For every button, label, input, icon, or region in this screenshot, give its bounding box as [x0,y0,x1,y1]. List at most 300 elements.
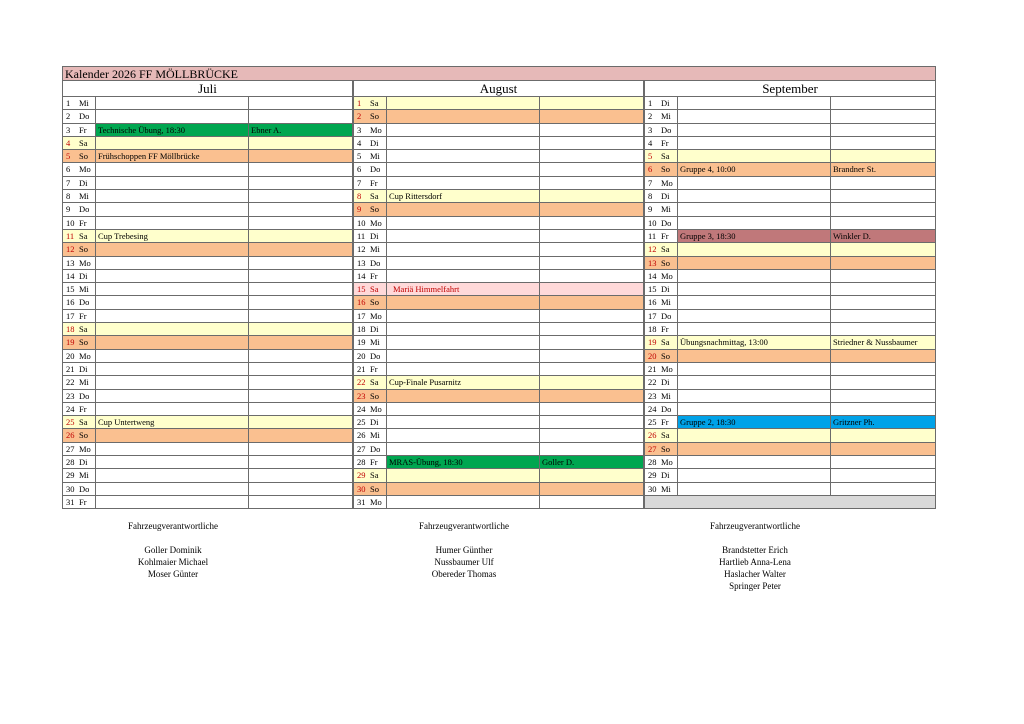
event-cell [387,336,540,348]
day-number: 9 [648,204,653,215]
event-cell [387,124,540,136]
weekday: Sa [78,230,96,242]
responsible-cell [831,469,935,481]
weekday: Do [78,110,96,122]
event-cell [387,230,540,242]
day-number: 4 [648,137,653,148]
weekday: Mi [660,390,678,402]
day-row [62,376,353,389]
day-number: 2 [354,110,369,122]
day-number: 17 [648,310,657,321]
weekday: So [78,429,96,441]
day-number: 24 [648,403,657,414]
event-cell [387,257,540,269]
event-cell [387,416,540,428]
responsible-cell [249,137,352,149]
weekday: Do [660,310,678,322]
event-cell [678,323,831,335]
weekday: Sa [78,137,96,149]
event-cell [96,110,249,122]
day-number: 6 [357,164,362,175]
weekday: Sa [660,150,678,162]
event-cell [678,483,831,495]
weekday: Fr [78,403,96,415]
day-number: 25 [357,417,366,428]
day-row [644,283,936,296]
day-number: 3 [648,124,653,135]
weekday: Mi [78,469,96,481]
weekday: Do [660,217,678,229]
day-number: 19 [645,336,660,348]
responsible-cell [831,323,935,335]
weekday: Do [78,483,96,495]
day-row [644,416,936,429]
day-number: 8 [648,191,653,202]
responsible-cell [249,177,352,189]
day-row [62,443,353,456]
responsible-cell [831,483,935,495]
event-cell [678,270,831,282]
day-row [62,150,353,163]
responsible-cell [540,137,643,149]
responsible-cell [540,376,643,388]
event-cell [96,163,249,175]
responsible-cell: Ebner A. [249,124,352,136]
day-row [353,150,644,163]
day-row [62,243,353,256]
responsible-cell [831,283,935,295]
day-number: 19 [357,337,366,348]
day-number: 9 [66,204,71,215]
weekday: Mi [369,429,387,441]
day-row [353,243,644,256]
responsible-cell [249,323,352,335]
weekday: Mo [369,310,387,322]
weekday: Mi [660,203,678,215]
responsible-cell [831,429,935,441]
weekday: Di [78,177,96,189]
day-number: 9 [354,203,369,215]
responsible-cell: Gritzner Ph. [831,416,935,428]
event-cell [678,429,831,441]
weekday: Sa [78,416,96,428]
responsible-cell [540,177,643,189]
day-row [353,190,644,203]
day-row [644,390,936,403]
day-row [353,443,644,456]
weekday: Di [78,270,96,282]
day-row [644,230,936,243]
day-number: 11 [357,230,366,241]
event-cell [96,283,249,295]
responsible-cell [249,296,352,308]
responsible-cell [249,163,352,175]
responsible-cell [249,150,352,162]
event-cell: Technische Übung, 18:30 [96,124,249,136]
day-number: 29 [354,469,369,481]
day-number: 7 [648,177,653,188]
day-row [644,137,936,150]
day-number: 16 [66,297,75,308]
day-row [62,483,353,496]
responsible-cell [540,150,643,162]
responsible-cell [540,163,643,175]
day-row [353,230,644,243]
weekday: Sa [369,376,387,388]
event-cell [96,483,249,495]
day-row [353,350,644,363]
event-cell: MRAS-Übung, 18:30 [387,456,540,468]
event-cell [387,296,540,308]
day-row [353,416,644,429]
responsible-cell [540,403,643,415]
event-cell [96,217,249,229]
weekday: Di [369,416,387,428]
event-cell [678,243,831,255]
weekday: Sa [369,469,387,481]
day-row [62,177,353,190]
weekday: Do [78,203,96,215]
responsible-cell [831,97,935,109]
responsible-cell [249,456,352,468]
month-juli [62,81,353,509]
day-row [62,456,353,469]
weekday: Mi [369,336,387,348]
event-cell [678,110,831,122]
day-row [353,363,644,376]
day-row [644,203,936,216]
event-cell [96,203,249,215]
day-row [353,97,644,110]
weekday: So [369,483,387,495]
event-cell [96,456,249,468]
weekday: So [369,390,387,402]
day-number: 24 [357,403,366,414]
day-number: 7 [357,177,362,188]
responsible-cell [540,429,643,441]
month-header: September [644,81,936,97]
day-row [62,97,353,110]
responsible-cell [249,350,352,362]
day-number: 18 [357,324,366,335]
responsible-cell [540,110,643,122]
day-number: 14 [66,270,75,281]
event-cell [96,429,249,441]
day-row [644,97,936,110]
event-cell [678,456,831,468]
weekday: Mo [660,363,678,375]
event-cell [96,257,249,269]
responsible-cell [831,376,935,388]
weekday: Di [78,363,96,375]
event-cell [387,310,540,322]
day-number: 22 [354,376,369,388]
responsible-cell [540,97,643,109]
responsible-cell [249,363,352,375]
day-row [353,456,644,469]
event-cell [387,429,540,441]
weekday: Do [369,350,387,362]
day-number: 26 [357,430,366,441]
responsible-cell [540,323,643,335]
responsible-cell [540,124,643,136]
day-row [62,190,353,203]
weekday: Mo [369,403,387,415]
responsible-cell [831,190,935,202]
responsible-cell [540,496,643,508]
day-number: 21 [66,363,75,374]
weekday: Mo [369,496,387,508]
day-number: 15 [66,284,75,295]
responsible-cell [831,203,935,215]
responsible-cell [831,177,935,189]
day-number: 18 [648,324,657,335]
day-number: 4 [63,137,78,149]
responsible-cell [540,336,643,348]
weekday: Fr [660,230,678,242]
weekday: Fr [369,456,387,468]
weekday: Mo [78,443,96,455]
responsible-name: Hartlieb Anna-Lena [719,557,791,567]
day-row [644,177,936,190]
weekday: Mo [369,217,387,229]
event-cell [678,363,831,375]
responsible-cell [249,283,352,295]
responsible-cell [831,403,935,415]
day-row [62,429,353,442]
event-cell [387,243,540,255]
day-number: 6 [645,163,660,175]
weekday: Di [660,283,678,295]
day-number: 13 [357,257,366,268]
responsible-cell [831,350,935,362]
day-row [62,496,353,509]
weekday: Do [369,257,387,269]
event-cell: Gruppe 3, 18:30 [678,230,831,242]
weekday: So [660,443,678,455]
day-number: 10 [648,217,657,228]
responsible-cell [831,257,935,269]
day-number: 10 [66,217,75,228]
weekday: Mo [660,456,678,468]
day-number: 24 [66,403,75,414]
responsible-cell [540,203,643,215]
responsible-cell [540,283,643,295]
day-number: 31 [357,496,366,507]
weekday: Sa [660,429,678,441]
responsible-cell [249,97,352,109]
weekday: Fr [369,270,387,282]
day-row [62,124,353,137]
event-cell [387,150,540,162]
day-number: 29 [66,470,75,481]
day-number: 15 [354,283,369,295]
event-cell [387,443,540,455]
event-cell [96,310,249,322]
responsible-name: Humer Günther [435,545,493,555]
responsible-cell [540,270,643,282]
weekday: Mo [660,270,678,282]
responsible-cell: Winkler D. [831,230,935,242]
event-cell [678,150,831,162]
event-cell [96,363,249,375]
event-cell: Cup Trebesing [96,230,249,242]
day-row [62,350,353,363]
day-number: 3 [66,124,71,135]
day-row [62,296,353,309]
empty-row [644,496,936,509]
day-number: 27 [357,443,366,454]
event-cell [96,137,249,149]
weekday: Sa [78,323,96,335]
event-cell [678,203,831,215]
responsible-cell [831,243,935,255]
day-row [353,429,644,442]
event-cell [387,390,540,402]
day-row [353,296,644,309]
responsible-cell [831,443,935,455]
day-number: 11 [648,230,657,241]
weekday: Mi [78,376,96,388]
responsible-cell [831,110,935,122]
day-number: 28 [66,457,75,468]
weekday: Fr [78,496,96,508]
day-number: 13 [66,257,75,268]
responsible-cell [249,110,352,122]
responsible-cell [249,390,352,402]
day-row [353,177,644,190]
responsible-cell [249,243,352,255]
day-row [62,110,353,123]
weekday: Do [369,163,387,175]
responsible-cell [831,390,935,402]
event-cell [96,443,249,455]
event-cell [387,203,540,215]
weekday: Fr [78,217,96,229]
responsible-cell [249,217,352,229]
day-number: 16 [648,297,657,308]
weekday: Do [369,443,387,455]
event-cell [96,496,249,508]
responsible-cell [540,350,643,362]
day-row [644,190,936,203]
day-number: 12 [63,243,78,255]
event-cell [678,124,831,136]
day-number: 19 [63,336,78,348]
day-row [353,376,644,389]
day-number: 14 [357,270,366,281]
day-row [644,110,936,123]
event-cell [387,217,540,229]
responsible-cell [249,483,352,495]
weekday: So [369,110,387,122]
event-cell [678,217,831,229]
weekday: So [660,257,678,269]
event-cell [96,177,249,189]
responsible-cell [540,469,643,481]
responsible-name: Nussbaumer Ulf [434,557,494,567]
responsible-cell [249,429,352,441]
responsible-cell [249,203,352,215]
event-cell [96,403,249,415]
responsible-cell [540,363,643,375]
day-number: 11 [63,230,78,242]
day-number: 1 [66,98,71,108]
day-number: 25 [63,416,78,428]
responsible-cell: Brandner St. [831,163,935,175]
day-row [644,456,936,469]
day-row [353,270,644,283]
day-row [353,137,644,150]
day-number: 1 [648,98,653,108]
day-row [644,163,936,176]
responsible-cell [831,296,935,308]
event-cell [387,97,540,109]
day-row [62,217,353,230]
day-row [644,469,936,482]
day-number: 8 [354,190,369,202]
day-number: 31 [66,496,75,507]
day-row [644,124,936,137]
day-row [62,283,353,296]
event-cell [96,336,249,348]
day-number: 5 [645,150,660,162]
day-row [353,217,644,230]
weekday: Fr [660,137,678,149]
responsible-cell [540,257,643,269]
responsible-name: Springer Peter [729,581,781,591]
event-cell [387,350,540,362]
day-number: 4 [357,137,362,148]
weekday: Di [660,97,678,109]
day-number: 2 [648,111,653,122]
responsible-cell [249,416,352,428]
weekday: So [78,150,96,162]
weekday: Di [660,190,678,202]
event-cell [387,270,540,282]
day-row [62,323,353,336]
weekday: Sa [369,97,387,109]
weekday: So [369,296,387,308]
day-number: 18 [63,323,78,335]
weekday: Do [660,403,678,415]
responsible-cell: Striedner & Nussbaumer [831,336,935,348]
responsible-cell [249,257,352,269]
responsible-cell [831,137,935,149]
day-number: 30 [648,483,657,494]
responsible-cell [831,270,935,282]
day-row [62,469,353,482]
day-number: 20 [66,350,75,361]
responsible-name: Goller Dominik [144,545,202,555]
responsible-cell [540,310,643,322]
day-row [353,203,644,216]
weekday: So [78,243,96,255]
day-row [62,270,353,283]
day-row [62,310,353,323]
day-row [62,403,353,416]
day-number: 17 [357,310,366,321]
day-row [353,124,644,137]
day-row [353,257,644,270]
month-august [353,81,644,509]
day-row [62,163,353,176]
event-cell [678,390,831,402]
weekday: Di [78,456,96,468]
event-cell [678,296,831,308]
day-row [644,403,936,416]
responsible-cell [831,124,935,136]
